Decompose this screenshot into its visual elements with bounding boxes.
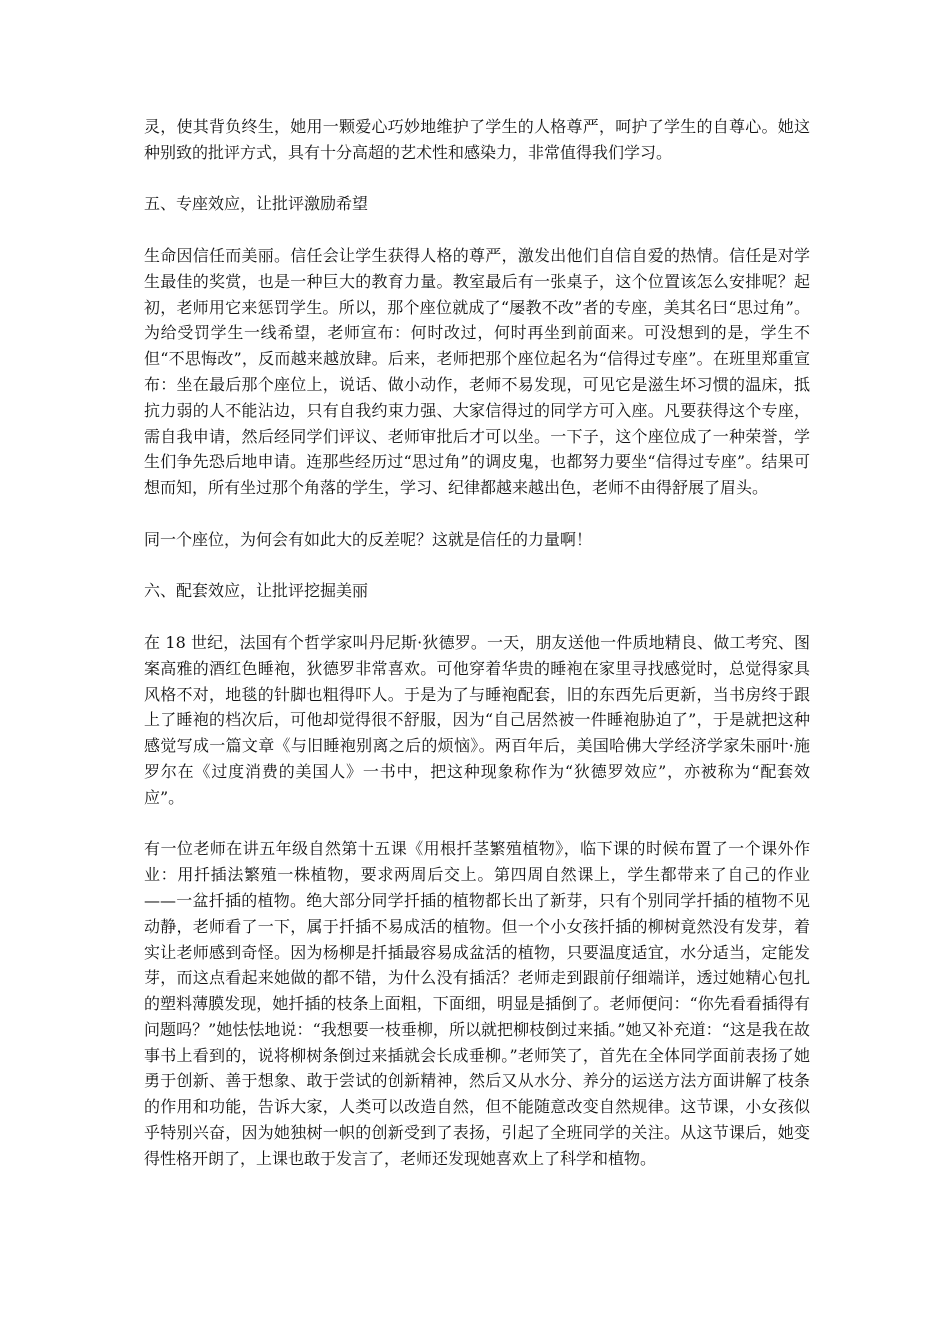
paragraph-3: 同一个座位，为何会有如此大的反差呢？这就是信任的力量啊！ — [144, 529, 593, 549]
section-heading-5: 五、专座效应，让批评激励希望 — [144, 194, 369, 214]
paragraph-spacer — [144, 217, 810, 243]
paragraph-2: 生命因信任而美丽。信任会让学生获得人格的尊严，激发出他们自信自爱的热情。信任是对学生最佳的奖赏，也是一种巨大的教育力量。教室最后有一张桌子，这个位置该怎么安排呢？起初，老师用它来惩罚学生。所以，那个座位就成了“屡教不改”者的专座，美其名曰“思过角”。为给受罚学生一线希望，老师宣布：何时改过，何时再坐到前面来。可没想到的是，学生不但“不思悔改”，反而越来越放肆。后来，老师把那个座位起名为“信得过专座”。在班里郑重宣布：坐在最后那个座位上，说话、做小动作，老师不易发现，可见它是滋生坏习惯的温床，抵抗力弱的人不能沾边，只有自我约束力强、大家信得过的同学方可入座。凡要获得这个专座，需自我申请，然后经同学们评议、老师审批后才可以坐。一下子，这个座位成了一种荣誉，学生们争先恐后地申请。连那些经历过“思过角”的调皮鬼，也都努力要坐“信得过专座”。结果可想而知，所有坐过那个角落的学生，学习、纪律都越来越出色，老师不由得舒展了眉头。 — [144, 245, 810, 498]
paragraph-spacer — [144, 604, 810, 630]
paragraph-spacer — [144, 811, 810, 837]
paragraph-4: 在 18 世纪，法国有个哲学家叫丹尼斯·狄德罗。一天，朋友送他一件质地精良、做工考究、图案高雅的酒红色睡袍，狄德罗非常喜欢。可他穿着华贵的睡袍在家里寻找感觉时，总觉得家具风格不对，地毯的针脚也粗得吓人。于是为了与睡袍配套，旧的东西先后更新，当书房终于跟上了睡袍的档次后，可他却觉得很不舒服，因为“自己居然被一件睡袍胁迫了”，于是就把这种感觉写成一篇文章《与旧睡袍别离之后的烦恼》。两百年后，美国哈佛大学经济学家朱丽叶·施罗尔在《过度消费的美国人》一书中，把这种现象称作为“狄德罗效应”，亦被称为“配套效应”。 — [144, 632, 810, 807]
paragraph-spacer — [144, 166, 810, 192]
paragraph-5: 有一位老师在讲五年级自然第十五课《用根扦茎繁殖植物》，临下课的时候布置了一个课外作业：用扦插法繁殖一株植物，要求两周后交上。第四周自然课上，学生都带来了自己的作业——一盆扦插的植物。绝大部分同学扦插的植物都长出了新芽，只有个别同学扦插的植物不见动静，老师看了一下，属于扦插不易成活的植物。但一个小女孩扦插的柳树竟然没有发芽，着实让老师感到奇怪。因为杨柳是扦插最容易成盆活的植物，只要温度适宜，水分适当，定能发芽，而这点看起来她做的都不错，为什么没有插活？老师走到跟前仔细端详，透过她精心包扎的塑料薄膜发现，她扦插的枝条上面粗，下面细，明显是插倒了。老师便问：“你先看看插得有问题吗？”她怯怯地说：“我想要一枝垂柳，所以就把柳枝倒过来插。”她又补充道：“这是我在故事书上看到的，说将柳树条倒过来插就会长成垂柳。”老师笑了，首先在全体同学面前表扬了她勇于创新、善于想象、敢于尝试的创新精神，然后又从水分、养分的运送方法方面讲解了枝条的作用和功能，告诉大家，人类可以改造自然，但不能随意改变自然规律。这节课，小女孩似乎特别兴奋，因为她独树一帜的创新受到了表扬，引起了全班同学的关注。从这节课后，她变得性格开朗了，上课也敢于发言了，老师还发现她喜欢上了科学和植物。 — [144, 839, 810, 1168]
document-page — [144, 114, 810, 1172]
paragraph-spacer — [144, 501, 810, 527]
paragraph-1: 灵，使其背负终生，她用一颗爱心巧妙地维护了学生的人格尊严，呵护了学生的自尊心。她这种别致的批评方式，具有十分高超的艺术性和感染力，非常值得我们学习。 — [144, 117, 810, 162]
section-heading-6: 六、配套效应，让批评挖掘美丽 — [144, 581, 369, 601]
paragraph-spacer — [144, 553, 810, 579]
